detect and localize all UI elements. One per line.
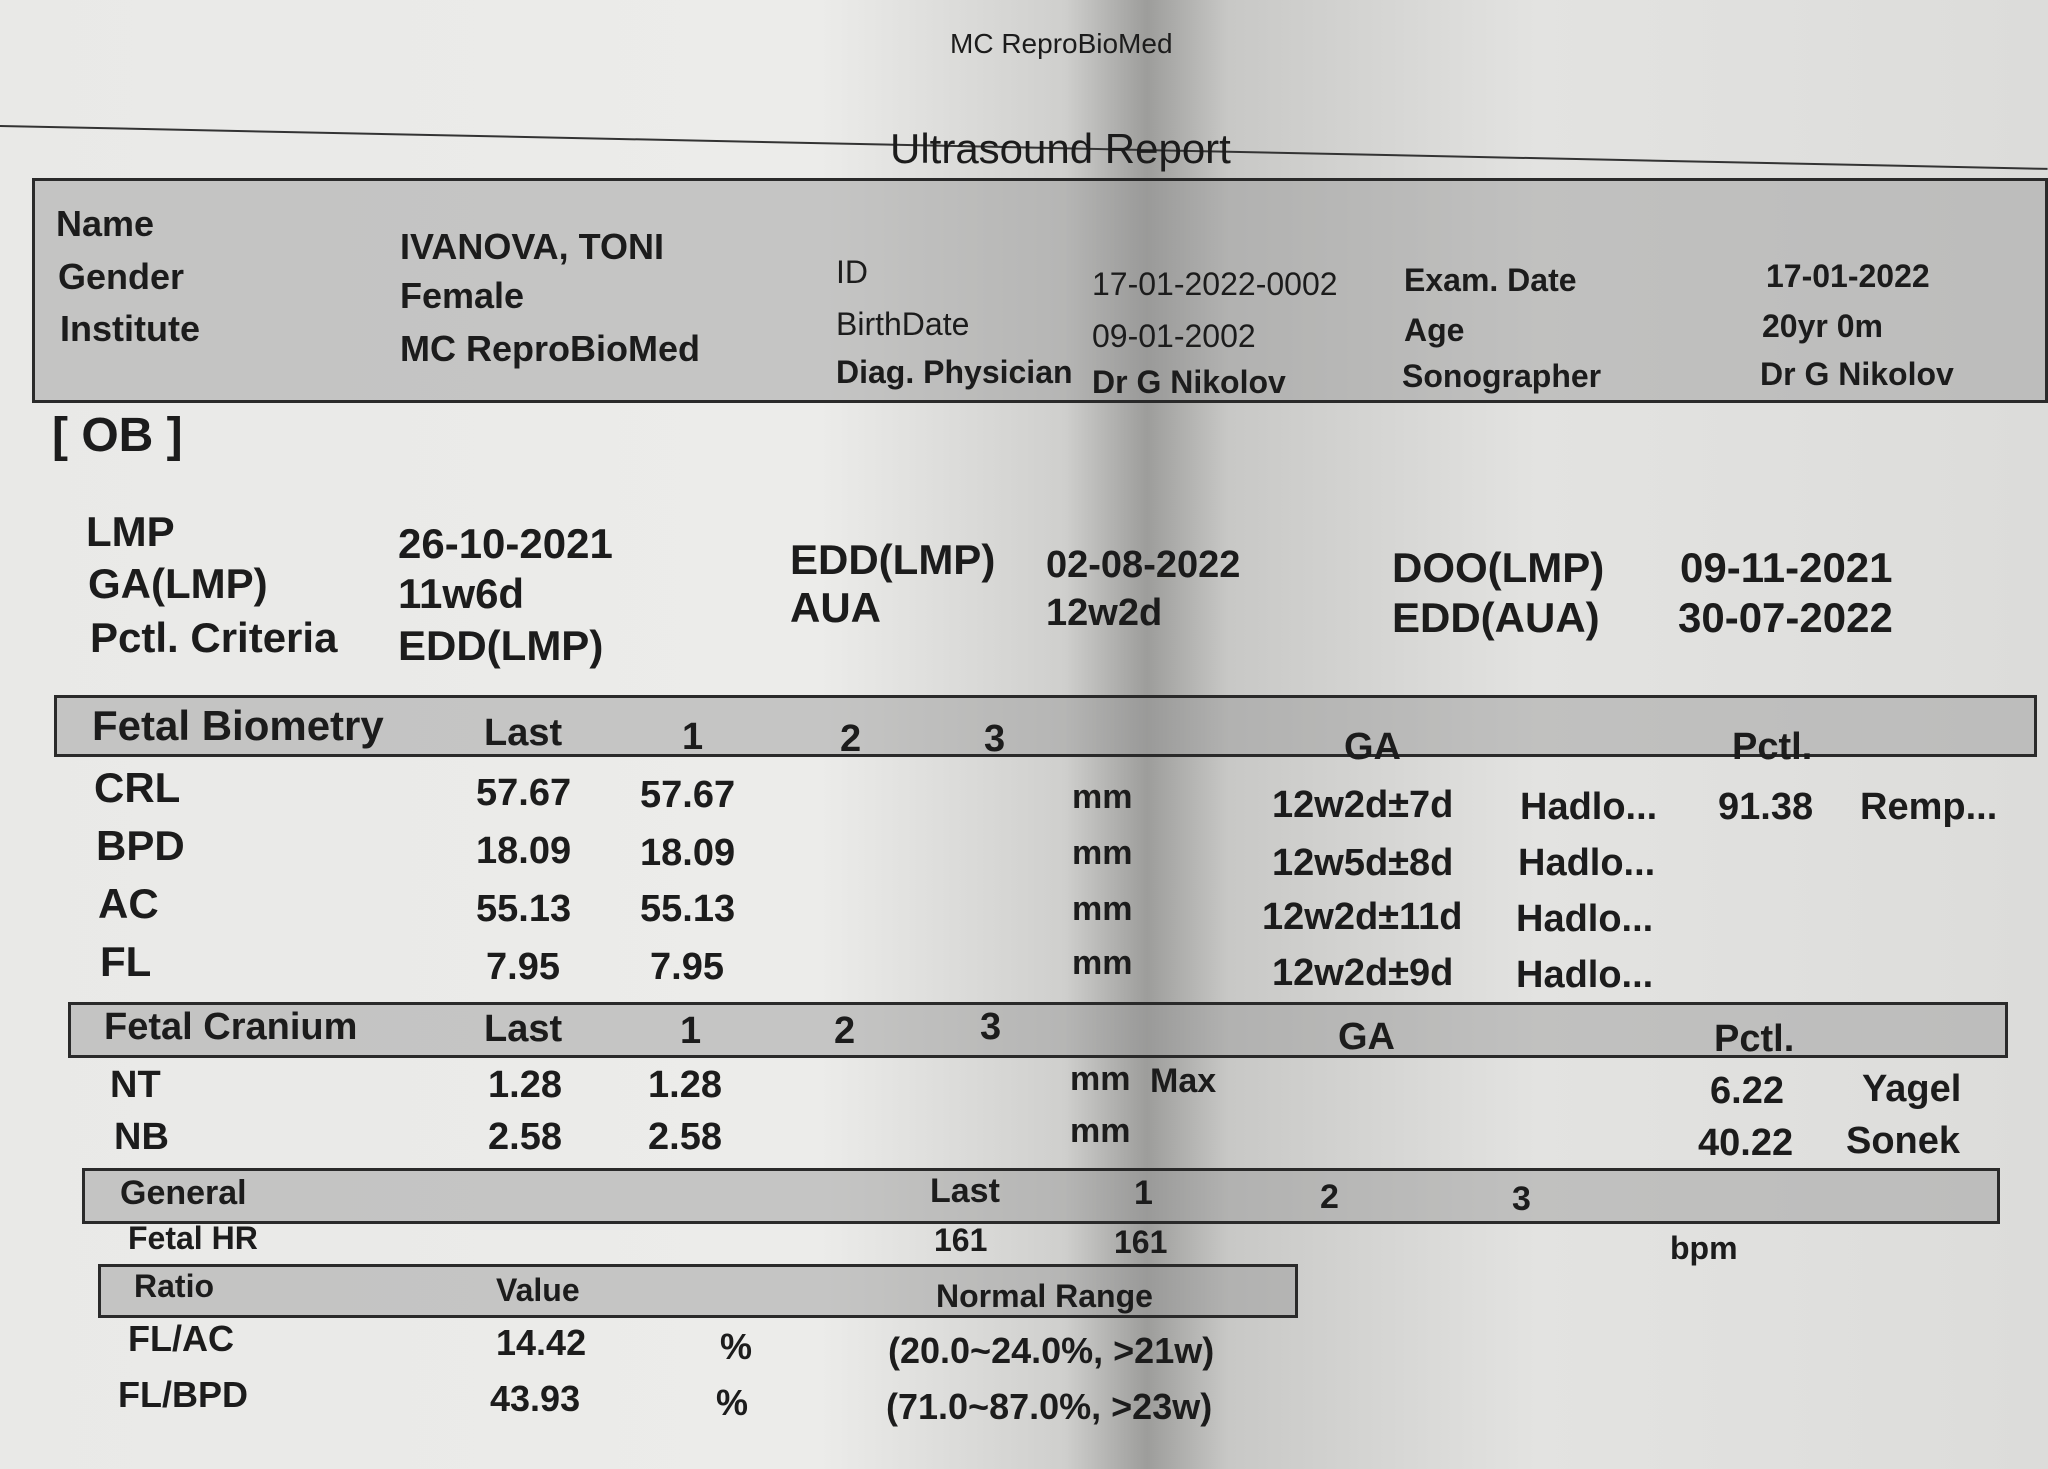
cranium-last: 1.28 bbox=[488, 1064, 562, 1106]
edd-lmp-value: 02-08-2022 bbox=[1046, 544, 1241, 586]
biometry-ref: Hadlo... bbox=[1518, 842, 1656, 884]
biometry-name: FL bbox=[100, 938, 152, 985]
cranium-col-2: 2 bbox=[834, 1010, 856, 1052]
general-v1: 161 bbox=[1114, 1224, 1168, 1260]
biometry-ref: Hadlo... bbox=[1516, 898, 1654, 940]
ratio-title: Ratio bbox=[134, 1268, 214, 1304]
cranium-v1: 1.28 bbox=[648, 1064, 722, 1106]
biometry-unit: mm bbox=[1072, 778, 1133, 816]
cranium-col-ga: GA bbox=[1338, 1016, 1395, 1058]
general-col-1: 1 bbox=[1134, 1174, 1153, 1212]
general-col-3: 3 bbox=[1512, 1180, 1531, 1218]
ratio-col-range: Normal Range bbox=[936, 1278, 1153, 1314]
general-last: 161 bbox=[934, 1222, 988, 1258]
biometry-unit: mm bbox=[1072, 834, 1133, 872]
biometry-v1: 7.95 bbox=[650, 946, 724, 988]
general-header-bar bbox=[82, 1168, 2000, 1224]
exam-date-label: Exam. Date bbox=[1404, 262, 1577, 298]
edd-aua-value: 30-07-2022 bbox=[1678, 594, 1893, 641]
doo-lmp-label: DOO(LMP) bbox=[1392, 544, 1605, 591]
pctl-criteria-value: EDD(LMP) bbox=[398, 622, 604, 669]
biometry-col-2: 2 bbox=[840, 718, 862, 760]
general-unit: bpm bbox=[1670, 1230, 1738, 1266]
general-name: Fetal HR bbox=[128, 1220, 258, 1256]
cranium-extra: Max bbox=[1150, 1062, 1217, 1100]
biometry-ga: 12w2d±11d bbox=[1262, 896, 1463, 938]
aua-value: 12w2d bbox=[1046, 592, 1163, 634]
biometry-pctl-ref: Remp... bbox=[1860, 786, 1998, 828]
biometry-name: AC bbox=[98, 880, 159, 927]
ratio-unit: % bbox=[720, 1326, 753, 1367]
cranium-col-1: 1 bbox=[680, 1010, 702, 1052]
cranium-col-last: Last bbox=[484, 1008, 563, 1050]
biometry-col-1: 1 bbox=[682, 716, 704, 758]
age-label: Age bbox=[1404, 312, 1465, 348]
ga-lmp-label: GA(LMP) bbox=[88, 560, 268, 607]
biometry-last: 57.67 bbox=[476, 772, 572, 814]
biometry-ga: 12w2d±9d bbox=[1272, 952, 1454, 994]
sonographer: Dr G Nikolov bbox=[1760, 356, 1954, 392]
clinic-name: MC ReproBioMed bbox=[950, 28, 1173, 59]
edd-lmp-label: EDD(LMP) bbox=[790, 536, 996, 583]
cranium-pctl-ref: Yagel bbox=[1862, 1068, 1962, 1110]
aua-label: AUA bbox=[790, 584, 881, 631]
ratio-range: (20.0~24.0%, >21w) bbox=[888, 1330, 1215, 1371]
cranium-pctl-ref: Sonek bbox=[1846, 1120, 1961, 1162]
biometry-col-ga: GA bbox=[1344, 726, 1401, 768]
biometry-last: 18.09 bbox=[476, 830, 572, 872]
birthdate-label: BirthDate bbox=[836, 306, 970, 342]
cranium-name: NT bbox=[110, 1064, 161, 1106]
biometry-col-3: 3 bbox=[984, 718, 1006, 760]
biometry-pctl: 91.38 bbox=[1718, 786, 1814, 828]
biometry-col-last: Last bbox=[484, 712, 563, 754]
cranium-pctl: 6.22 bbox=[1710, 1070, 1784, 1112]
ratio-value: 43.93 bbox=[490, 1378, 581, 1419]
ratio-col-value: Value bbox=[496, 1272, 580, 1308]
patient-id: 17-01-2022-0002 bbox=[1092, 266, 1338, 302]
cranium-last: 2.58 bbox=[488, 1116, 562, 1158]
patient-name: IVANOVA, TONI bbox=[400, 226, 665, 267]
name-label: Name bbox=[56, 203, 155, 244]
report-title: Ultrasound Report bbox=[890, 125, 1231, 172]
biometry-ga: 12w2d±7d bbox=[1272, 784, 1454, 826]
biometry-v1: 55.13 bbox=[640, 888, 736, 930]
biometry-v1: 57.67 bbox=[640, 774, 736, 816]
biometry-title: Fetal Biometry bbox=[92, 702, 384, 749]
ratio-name: FL/BPD bbox=[118, 1374, 248, 1415]
biometry-last: 55.13 bbox=[476, 888, 572, 930]
biometry-ref: Hadlo... bbox=[1516, 954, 1654, 996]
lmp-value: 26-10-2021 bbox=[398, 520, 613, 567]
patient-physician: Dr G Nikolov bbox=[1092, 364, 1286, 400]
cranium-col-3: 3 bbox=[980, 1006, 1002, 1048]
section-ob: [ OB ] bbox=[52, 409, 183, 462]
doo-lmp-value: 09-11-2021 bbox=[1680, 544, 1893, 591]
biometry-last: 7.95 bbox=[486, 946, 560, 988]
patient-birthdate: 09-01-2002 bbox=[1092, 318, 1256, 354]
ratio-range: (71.0~87.0%, >23w) bbox=[886, 1386, 1213, 1427]
biometry-col-pctl: Pctl. bbox=[1732, 726, 1813, 768]
cranium-pctl: 40.22 bbox=[1698, 1122, 1794, 1164]
biometry-ga: 12w5d±8d bbox=[1272, 842, 1454, 884]
cranium-unit: mm bbox=[1070, 1060, 1131, 1098]
gender-label: Gender bbox=[58, 256, 185, 297]
biometry-ref: Hadlo... bbox=[1520, 786, 1658, 828]
biometry-v1: 18.09 bbox=[640, 832, 736, 874]
ratio-unit: % bbox=[716, 1382, 749, 1423]
institute-label: Institute bbox=[60, 308, 200, 349]
patient-institute: MC ReproBioMed bbox=[400, 328, 700, 369]
biometry-unit: mm bbox=[1072, 890, 1133, 928]
patient-gender: Female bbox=[400, 275, 525, 316]
sonographer-label: Sonographer bbox=[1402, 358, 1602, 394]
cranium-unit: mm bbox=[1070, 1112, 1131, 1150]
biometry-name: BPD bbox=[96, 822, 185, 869]
general-title: General bbox=[120, 1174, 247, 1212]
edd-aua-label: EDD(AUA) bbox=[1392, 594, 1600, 641]
general-col-last: Last bbox=[930, 1172, 1000, 1210]
cranium-name: NB bbox=[114, 1116, 169, 1158]
physician-label: Diag. Physician bbox=[836, 354, 1073, 390]
exam-date: 17-01-2022 bbox=[1766, 258, 1930, 294]
cranium-col-pctl: Pctl. bbox=[1714, 1018, 1795, 1060]
cranium-v1: 2.58 bbox=[648, 1116, 722, 1158]
ratio-name: FL/AC bbox=[128, 1318, 234, 1359]
id-label: ID bbox=[836, 254, 868, 290]
lmp-label: LMP bbox=[86, 508, 175, 555]
ratio-value: 14.42 bbox=[496, 1322, 587, 1363]
patient-age: 20yr 0m bbox=[1762, 308, 1883, 344]
cranium-title: Fetal Cranium bbox=[104, 1006, 358, 1048]
pctl-criteria-label: Pctl. Criteria bbox=[90, 614, 338, 661]
general-col-2: 2 bbox=[1320, 1178, 1339, 1216]
biometry-unit: mm bbox=[1072, 944, 1133, 982]
ga-lmp-value: 11w6d bbox=[398, 570, 525, 617]
biometry-name: CRL bbox=[94, 764, 181, 811]
